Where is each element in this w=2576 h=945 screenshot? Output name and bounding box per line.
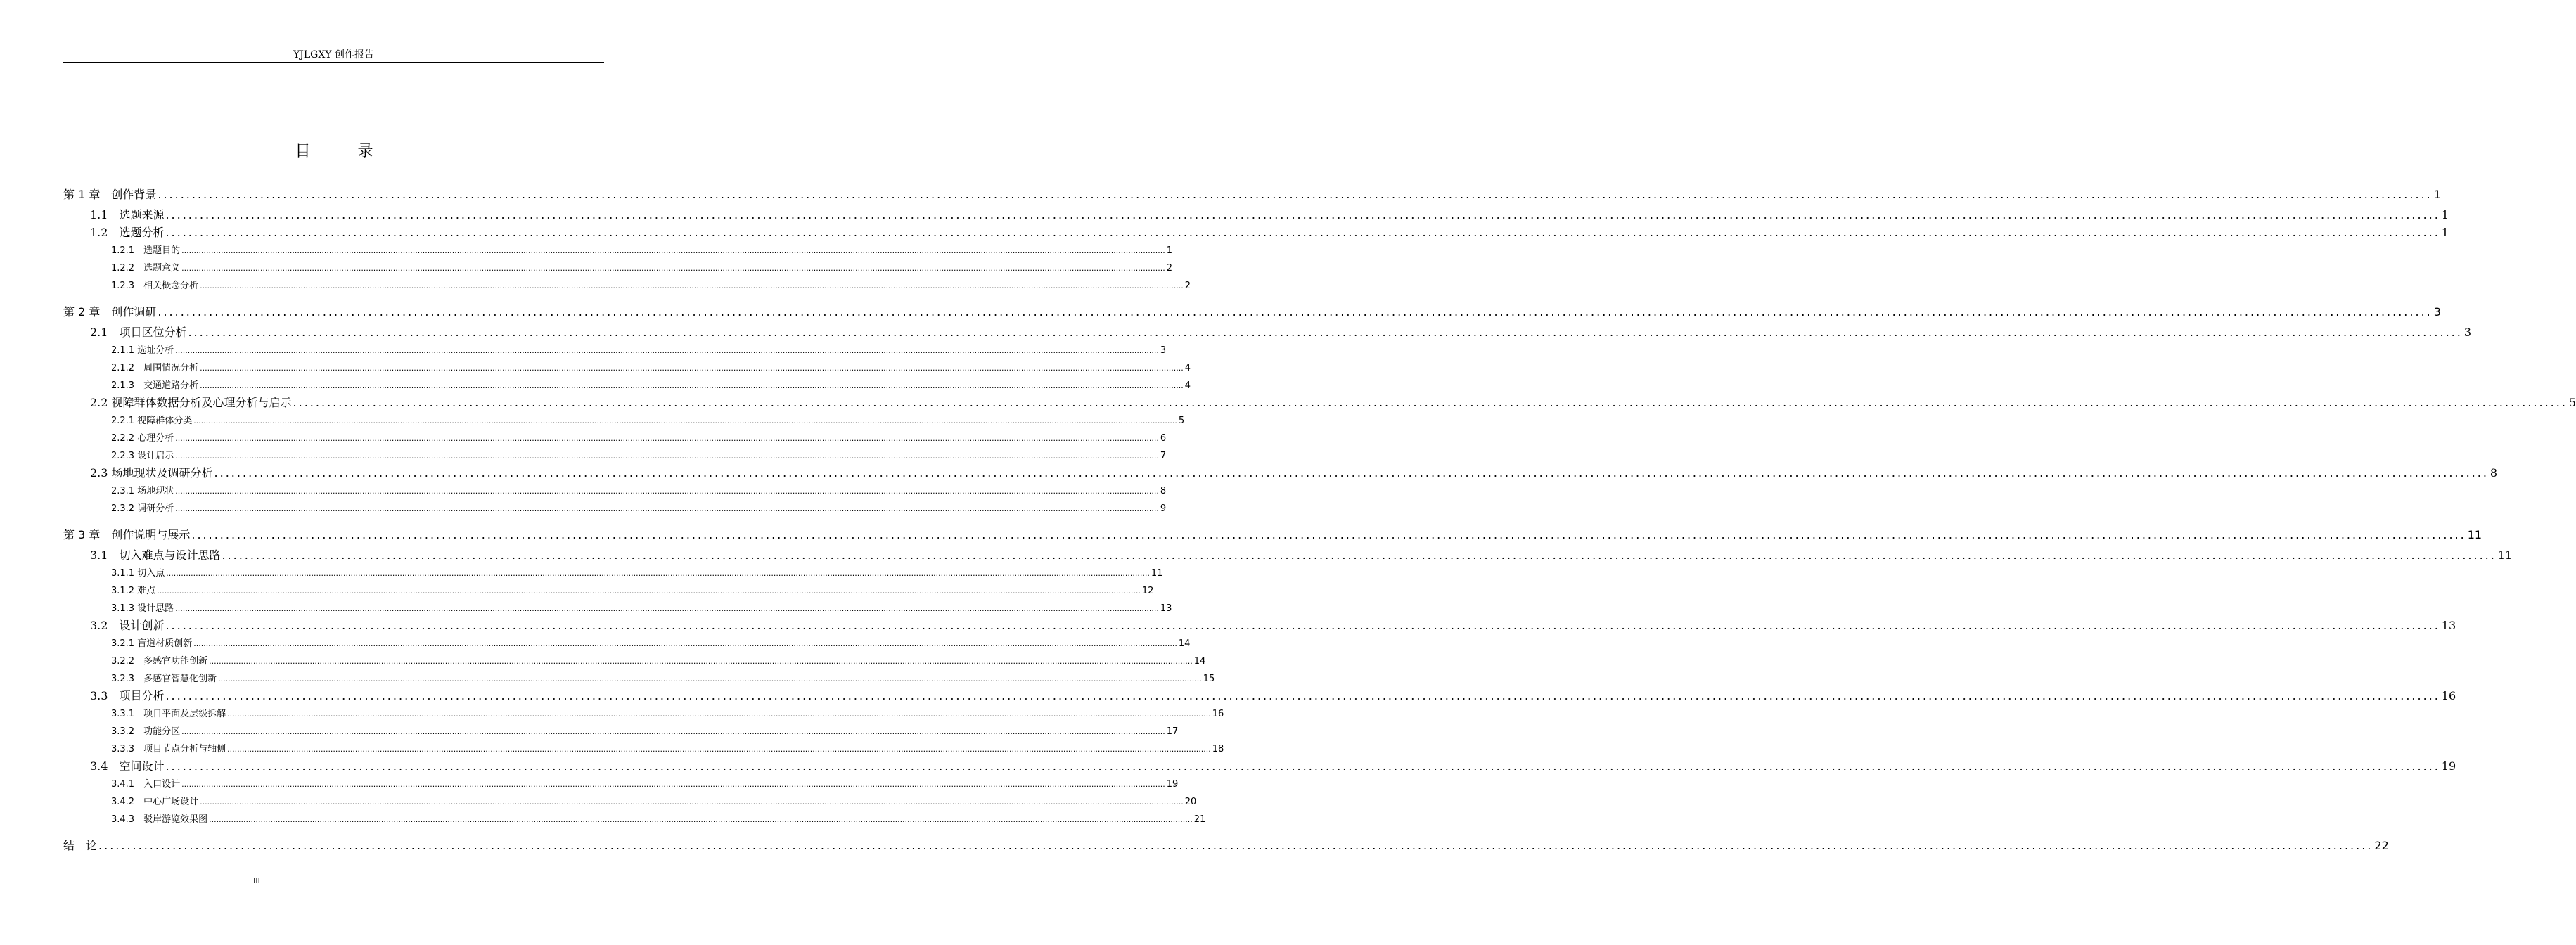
toc-entry[interactable] (63, 303, 2441, 320)
toc-title: 目 录 (295, 143, 395, 160)
toc-entry[interactable] (111, 583, 1154, 597)
toc-entry-page: 13 (1160, 603, 1172, 614)
toc-entry-label: 1.2.3 相关概念分析 (111, 281, 199, 291)
toc-entry-label: 2.2 视障群体数据分析及心理分析与启示 (90, 396, 292, 409)
toc-entry-label: 2.3 场地现状及调研分析 (90, 466, 213, 480)
toc-leader-dots: ................................................................................................................................................................................................................................................................................................................................................................................................................ (165, 759, 2440, 773)
toc-leader-dots: ................................................................................................................................................................................................................................................................................................................................................................................................................ (193, 639, 1177, 648)
toc-entry-page: 15 (1203, 674, 1215, 684)
toc-leader-dots: ................................................................................................................................................................................................................................................................................................................................................................................................................ (165, 226, 2440, 239)
toc-entry[interactable] (111, 811, 1206, 825)
toc-entry-page: 11 (2467, 528, 2482, 541)
toc-entry[interactable] (90, 206, 2449, 223)
toc-entry-label: 第 2 章 创作调研 (63, 305, 157, 319)
toc-entry[interactable] (111, 741, 1224, 755)
toc-entry[interactable] (90, 323, 2472, 340)
toc-entry-label: 3.4 空间设计 (90, 759, 165, 773)
toc-leader-dots: ................................................................................................................................................................................................................................................................................................................................................................................................................ (165, 689, 2440, 702)
toc-entry-label: 2.1.1 选址分析 (111, 345, 174, 356)
toc-entry-label: 3.3 项目分析 (90, 689, 165, 702)
toc-entry[interactable] (111, 378, 1191, 392)
toc-entry-label: 3.2.3 多感官智慧化创新 (111, 674, 217, 684)
toc-entry[interactable] (111, 671, 1215, 685)
toc-leader-dots: ................................................................................................................................................................................................................................................................................................................................................................................................................ (227, 709, 1211, 719)
toc-entry-page: 13 (2441, 619, 2456, 632)
toc-entry-page: 20 (1184, 797, 1197, 807)
toc-entry[interactable] (90, 687, 2456, 704)
toc-entry-page: 17 (1166, 726, 1179, 737)
toc-entry[interactable] (111, 636, 1191, 650)
toc-entry-page: 7 (1160, 451, 1167, 461)
toc-entry-page: 16 (2441, 689, 2456, 702)
toc-entry-page: 2 (1184, 281, 1191, 291)
toc-entry-page: 11 (1151, 568, 1163, 579)
toc-entry[interactable] (111, 243, 1172, 257)
toc-entry-label: 2.1.3 交通道路分析 (111, 380, 199, 391)
toc-leader-dots: ................................................................................................................................................................................................................................................................................................................................................................................................................ (222, 548, 2497, 562)
toc-entry-label: 2.2.2 心理分析 (111, 433, 174, 444)
toc-entry[interactable] (111, 501, 1167, 515)
toc-entry-label: 3.1 切入难点与设计思路 (90, 548, 221, 562)
toc-leader-dots: ................................................................................................................................................................................................................................................................................................................................................................................................................ (200, 381, 1184, 390)
toc-leader-dots: ................................................................................................................................................................................................................................................................................................................................................................................................................ (165, 208, 2440, 221)
toc-entry-page: 8 (1160, 486, 1167, 496)
toc-entry-label: 第 3 章 创作说明与展示 (63, 528, 191, 541)
toc-leader-dots: ................................................................................................................................................................................................................................................................................................................................................................................................................ (175, 346, 1159, 355)
toc-entry[interactable] (90, 464, 2498, 481)
toc-entry[interactable] (90, 757, 2456, 774)
toc-leader-dots: ................................................................................................................................................................................................................................................................................................................................................................................................................ (181, 246, 1165, 255)
toc-entry-label: 3.4.3 驳岸游览效果图 (111, 814, 208, 825)
toc-entry[interactable] (111, 342, 1167, 356)
toc-entry-page: 3 (1160, 345, 1167, 356)
toc-entry-page: 21 (1193, 814, 1206, 825)
toc-entry[interactable] (63, 837, 2389, 854)
toc-leader-dots: ................................................................................................................................................................................................................................................................................................................................................................................................................ (200, 364, 1184, 373)
toc-entry-label: 第 1 章 创作背景 (63, 188, 157, 201)
toc-entry[interactable] (111, 653, 1206, 667)
toc-entry[interactable] (111, 776, 1179, 790)
toc-leader-dots: ................................................................................................................................................................................................................................................................................................................................................................................................................ (175, 434, 1159, 443)
toc-entry-label: 3.1.1 切入点 (111, 568, 165, 579)
toc-entry-page: 1 (2433, 188, 2441, 201)
toc-leader-dots: ................................................................................................................................................................................................................................................................................................................................................................................................................ (165, 619, 2440, 632)
toc-entry-page: 14 (1193, 656, 1206, 667)
toc-entry-label: 1.2.2 选题意义 (111, 263, 181, 274)
toc-entry-page: 11 (2497, 548, 2513, 562)
toc-entry-page: 1 (2441, 208, 2449, 221)
toc-entry-label: 2.3.2 调研分析 (111, 503, 174, 514)
toc-entry[interactable] (111, 360, 1191, 374)
page-header: YJLGXY 创作报告 (293, 49, 374, 60)
toc-entry-label: 2.2.1 视障群体分类 (111, 416, 193, 426)
toc-entry-label: 3.2 设计创新 (90, 619, 165, 632)
toc-entry[interactable] (111, 278, 1191, 292)
toc-entry[interactable] (111, 448, 1167, 462)
toc-entry-label: 1.1 选题来源 (90, 208, 165, 221)
toc-entry-page: 9 (1160, 503, 1167, 514)
toc-entry-label: 2.1 项目区位分析 (90, 326, 187, 339)
toc-entry[interactable] (90, 394, 2576, 411)
toc-leader-dots: ................................................................................................................................................................................................................................................................................................................................................................................................................ (214, 466, 2489, 480)
toc-entry-label: 2.3.1 场地现状 (111, 486, 174, 496)
toc-leader-dots: ................................................................................................................................................................................................................................................................................................................................................................................................................ (293, 396, 2568, 409)
toc-leader-dots: ................................................................................................................................................................................................................................................................................................................................................................................................................ (175, 604, 1159, 613)
toc-entry-label: 3.3.1 项目平面及层级拆解 (111, 709, 226, 719)
toc-entry-label: 3.4.1 入口设计 (111, 779, 181, 790)
toc-leader-dots: ................................................................................................................................................................................................................................................................................................................................................................................................................ (158, 188, 2433, 201)
toc-entry[interactable] (111, 430, 1167, 444)
toc-entry[interactable] (90, 617, 2456, 634)
toc-leader-dots: ................................................................................................................................................................................................................................................................................................................................................................................................................ (227, 745, 1211, 754)
toc-entry[interactable] (111, 794, 1197, 808)
toc-entry-page: 5 (2568, 396, 2576, 409)
toc-entry-page: 3 (2433, 305, 2441, 319)
toc-leader-dots: ................................................................................................................................................................................................................................................................................................................................................................................................................ (175, 487, 1159, 496)
page-number: III (253, 876, 260, 885)
toc-entry-page: 1 (2441, 226, 2449, 239)
toc-entry[interactable] (90, 224, 2449, 240)
toc-entry-page: 14 (1178, 638, 1191, 649)
toc-entry-label: 3.1.3 设计思路 (111, 603, 174, 614)
toc-entry-page: 8 (2490, 466, 2498, 480)
toc-entry[interactable] (111, 483, 1167, 497)
toc-leader-dots: ................................................................................................................................................................................................................................................................................................................................................................................................................ (166, 569, 1150, 578)
toc-entry[interactable] (111, 413, 1185, 427)
toc-leader-dots: ................................................................................................................................................................................................................................................................................................................................................................................................................ (218, 674, 1202, 683)
toc-entry-page: 16 (1212, 709, 1224, 719)
toc-leader-dots: ................................................................................................................................................................................................................................................................................................................................................................................................................ (200, 281, 1184, 290)
toc-entry-label: 2.2.3 设计启示 (111, 451, 174, 461)
toc-entry-page: 3 (2463, 326, 2472, 339)
toc-entry[interactable] (63, 186, 2441, 202)
toc-entry-page: 5 (1178, 416, 1185, 426)
toc-leader-dots: ................................................................................................................................................................................................................................................................................................................................................................................................................ (191, 528, 2466, 541)
toc-entry-page: 6 (1160, 433, 1167, 444)
toc-entry-label: 3.2.1 盲道材质创新 (111, 638, 193, 649)
toc-entry-label: 结 论 (63, 839, 98, 852)
toc-entry-label: 3.3.3 项目节点分析与轴侧 (111, 744, 226, 754)
toc-entry-page: 19 (2441, 759, 2456, 773)
toc-entry-page: 2 (1166, 263, 1172, 274)
toc-entry-page: 4 (1184, 363, 1191, 373)
toc-leader-dots: ................................................................................................................................................................................................................................................................................................................................................................................................................ (175, 451, 1159, 461)
toc-entry-label: 3.3.2 功能分区 (111, 726, 181, 737)
toc-entry-label: 1.2 选题分析 (90, 226, 165, 239)
toc-entry[interactable] (111, 706, 1224, 720)
toc-entry[interactable] (90, 546, 2513, 563)
toc-leader-dots: ................................................................................................................................................................................................................................................................................................................................................................................................................ (175, 504, 1159, 513)
toc-entry[interactable] (63, 526, 2482, 543)
toc-leader-dots: ................................................................................................................................................................................................................................................................................................................................................................................................................ (193, 416, 1177, 425)
toc-entry[interactable] (111, 600, 1172, 615)
toc-entry-page: 22 (2374, 839, 2389, 852)
toc-leader-dots: ................................................................................................................................................................................................................................................................................................................................................................................................................ (157, 586, 1141, 596)
toc-entry-page: 12 (1141, 586, 1154, 596)
toc-leader-dots: ................................................................................................................................................................................................................................................................................................................................................................................................................ (158, 305, 2433, 319)
toc-entry-page: 18 (1212, 744, 1224, 754)
toc-entry-page: 4 (1184, 380, 1191, 391)
toc-leader-dots: ................................................................................................................................................................................................................................................................................................................................................................................................................ (98, 839, 2373, 852)
toc-leader-dots: ................................................................................................................................................................................................................................................................................................................................................................................................................ (181, 727, 1165, 736)
toc-leader-dots: ................................................................................................................................................................................................................................................................................................................................................................................................................ (200, 797, 1184, 806)
toc-entry[interactable] (111, 565, 1163, 579)
toc-entry-label: 2.1.2 周围情况分析 (111, 363, 199, 373)
toc-entry[interactable] (111, 260, 1172, 274)
toc-leader-dots: ................................................................................................................................................................................................................................................................................................................................................................................................................ (181, 780, 1165, 789)
toc-leader-dots: ................................................................................................................................................................................................................................................................................................................................................................................................................ (209, 657, 1193, 666)
toc-entry-label: 3.2.2 多感官功能创新 (111, 656, 208, 667)
header-rule (63, 62, 604, 63)
toc-entry-page: 1 (1166, 245, 1172, 256)
toc-leader-dots: ................................................................................................................................................................................................................................................................................................................................................................................................................ (209, 815, 1193, 824)
toc-entry-label: 3.4.2 中心广场设计 (111, 797, 199, 807)
toc-leader-dots: ................................................................................................................................................................................................................................................................................................................................................................................................................ (181, 264, 1165, 273)
toc-entry[interactable] (111, 724, 1179, 738)
toc-entry-page: 19 (1166, 779, 1179, 790)
toc-entry-label: 3.1.2 难点 (111, 586, 156, 596)
toc-leader-dots: ................................................................................................................................................................................................................................................................................................................................................................................................................ (188, 326, 2463, 339)
toc-entry-label: 1.2.1 选题目的 (111, 245, 181, 256)
